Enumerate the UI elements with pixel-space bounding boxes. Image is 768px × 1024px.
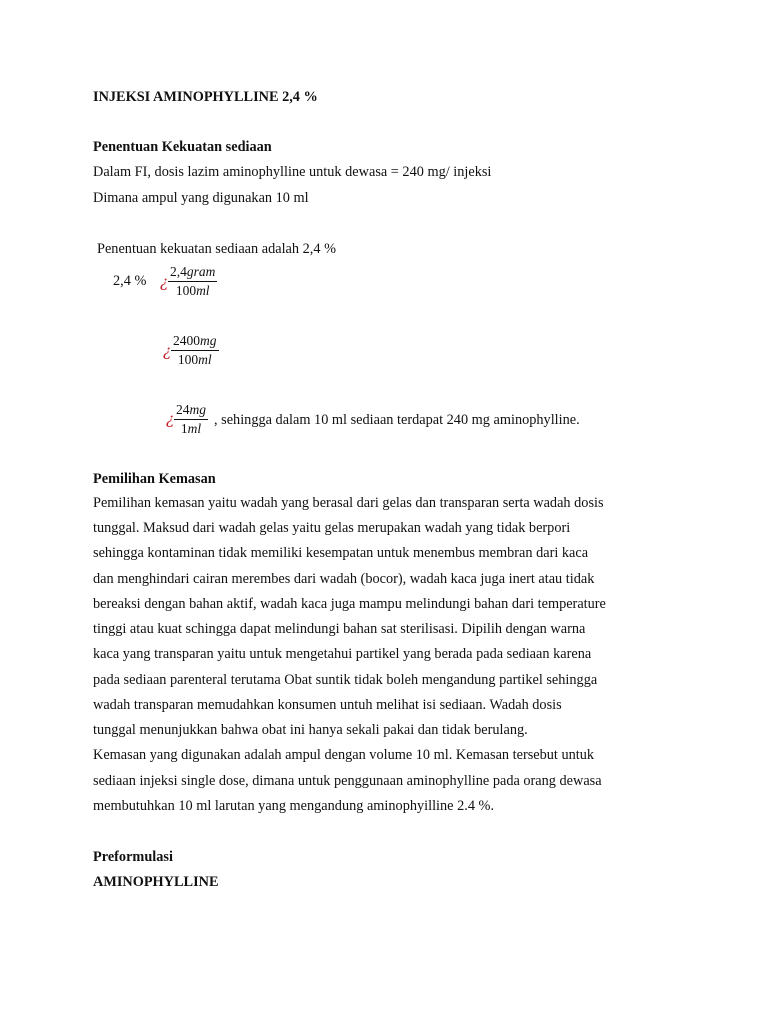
numerator-value: 2,4 xyxy=(170,264,187,279)
section-subheading-aminophylline: AMINOPHYLLINE xyxy=(93,874,219,890)
denominator-value: 1 xyxy=(180,421,188,436)
section-heading-preformulasi: Preformulasi xyxy=(93,849,173,865)
denominator-unit: ml xyxy=(187,421,202,436)
paragraph-line: tinggi atau kuat schingga dapat melindungi bahan sat sterilisasi. Dipilih dengan warna xyxy=(93,621,586,637)
fraction-24-mg-per-1-ml xyxy=(174,402,208,437)
paragraph-line: tunggal menunjukkan bahwa obat ini hanya sekali pakai dan tidak berulang. xyxy=(93,722,528,738)
paragraph-line: Dimana ampul yang digunakan 10 ml xyxy=(93,190,309,206)
paragraph-line: dan menghindari cairan merembes dari wadah (bocor), wadah kaca juga inert atau tidak xyxy=(93,571,595,587)
calc-conclusion: , sehingga dalam 10 ml sediaan terdapat 240 mg aminophylline. xyxy=(214,412,580,428)
numerator-value: 24 xyxy=(176,402,190,417)
denominator-value: 100 xyxy=(175,283,197,298)
paragraph-line: Kemasan yang digunakan adalah ampul dengan volume 10 ml. Kemasan tersebut untuk xyxy=(93,747,595,763)
denominator-value: 100 xyxy=(177,352,199,367)
denominator-unit: ml xyxy=(198,352,212,367)
document-title: INJEKSI AMINOPHYLLINE 2,4 % xyxy=(93,89,318,105)
paragraph-line: sediaan injeksi single dose, dimana untuk penggunaan aminophylline pada orang dewasa xyxy=(93,773,602,789)
section-heading-kekuatan: Penentuan Kekuatan sediaan xyxy=(93,139,272,155)
numerator-unit: mg xyxy=(189,402,206,417)
paragraph-line: bereaksi dengan bahan aktif, wadah kaca juga mampu melindungi bahan dari temperature xyxy=(93,596,606,612)
denominator-unit: ml xyxy=(196,283,210,298)
equals-symbol: ¿ xyxy=(160,273,169,291)
paragraph-line: Pemilihan kemasan yaitu wadah yang berasal dari gelas dan transparan serta wadah dosis xyxy=(93,495,604,511)
numerator-unit: gram xyxy=(186,264,216,279)
section-heading-kemasan: Pemilihan Kemasan xyxy=(93,471,216,487)
paragraph-line: sehingga kontaminan tidak memiliki kesempatan untuk menembus membran dari kaca xyxy=(93,545,589,561)
paragraph-line: kaca yang transparan yaitu untuk mengetahui partikel yang berada pada sediaan karena xyxy=(93,646,592,662)
fraction-2400-mg-per-100-ml xyxy=(171,333,219,368)
fraction-2-4-gram-per-100-ml xyxy=(168,264,217,299)
calc-intro: Penentuan kekuatan sediaan adalah 2,4 % xyxy=(97,241,336,257)
equals-symbol: ¿ xyxy=(166,410,175,428)
calc-lhs: 2,4 % xyxy=(113,273,147,289)
paragraph-line: pada sediaan parenteral terutama Obat suntik tidak boleh mengandung partikel sehingga xyxy=(93,672,598,688)
paragraph-line: membutuhkan 10 ml larutan yang mengandung aminophyilline 2.4 %. xyxy=(93,798,495,814)
equals-symbol: ¿ xyxy=(163,342,172,360)
paragraph-line: Dalam FI, dosis lazim aminophylline untuk dewasa = 240 mg/ injeksi xyxy=(93,164,492,180)
numerator-unit: mg xyxy=(200,333,217,348)
paragraph-line: tunggal. Maksud dari wadah gelas yaitu gelas merupakan wadah yang tidak berpori xyxy=(93,520,571,536)
paragraph-line: wadah transparan memudahkan konsumen untuh melihat isi sediaan. Wadah dosis xyxy=(93,697,562,713)
numerator-value: 2400 xyxy=(173,333,200,348)
